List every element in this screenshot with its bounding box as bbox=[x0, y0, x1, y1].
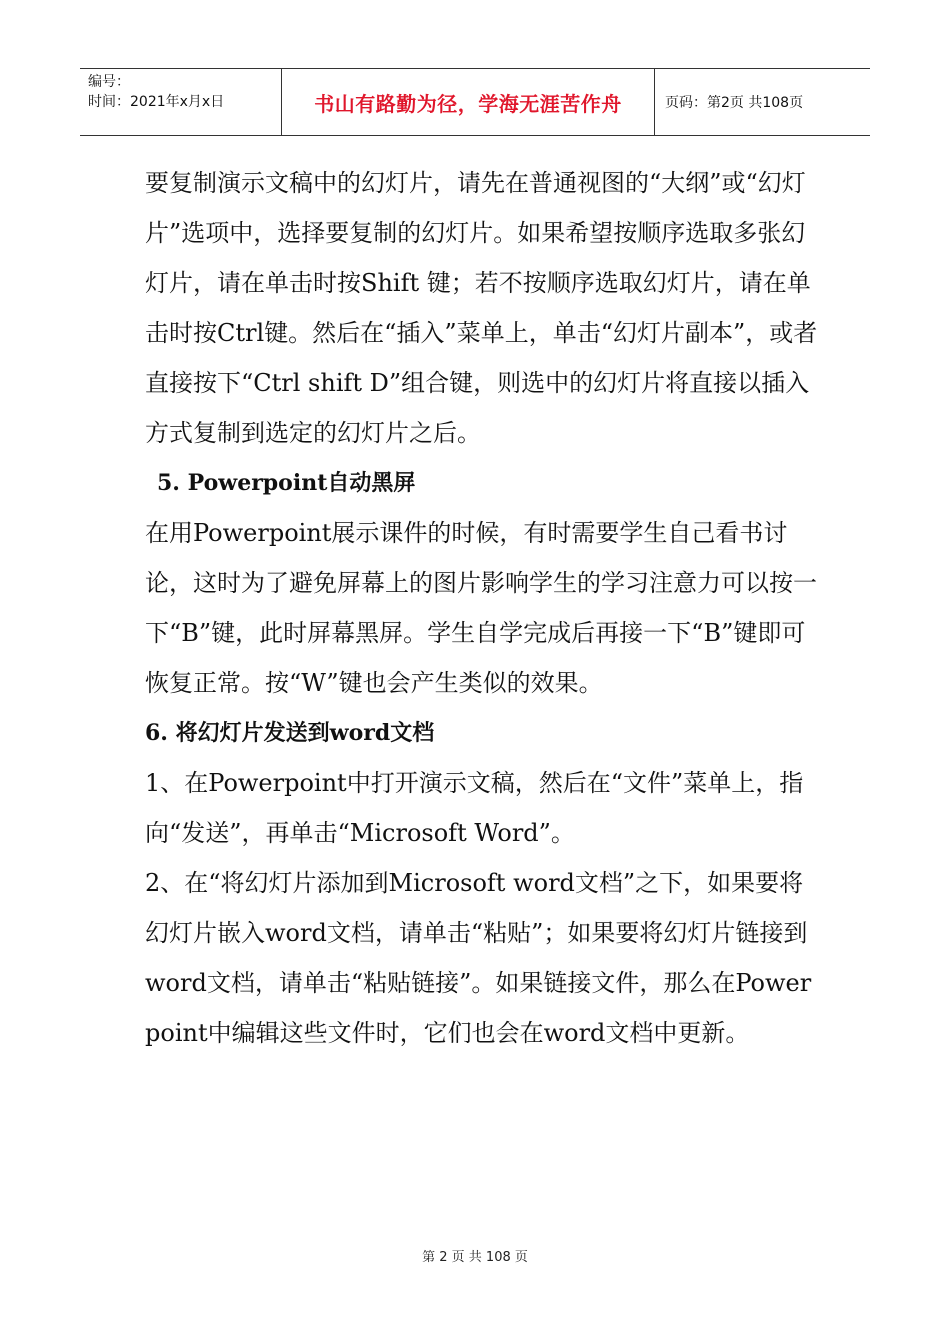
serial-label: 编号： bbox=[88, 74, 130, 90]
section-6-step-1: 1、在Powerpoint中打开演示文稿，然后在“文件”菜单上，指向“发送”，再单击“Microsoft Word”。 bbox=[145, 769, 804, 847]
header-meta bbox=[80, 69, 282, 135]
date-label: 时间：2021年x月x日 bbox=[88, 94, 225, 110]
section-6-heading: 6. 将幻灯片发送到word文档 bbox=[145, 720, 435, 746]
header-motto: 书山有路勤为径，学海无涯苦作舟 bbox=[282, 69, 655, 135]
document-body bbox=[145, 158, 825, 1058]
section-5-body: 在用Powerpoint展示课件的时候，有时需要学生自己看书讨论，这时为了避免屏幕上的图片影响学生的学习注意力可以按一下“B”键，此时屏幕黑屏。学生自学完成后再接一下“B”键即可恢复正常。按“W”键也会产生类似的效果。 bbox=[145, 519, 817, 697]
section-5-heading: 5. Powerpoint自动黑屏 bbox=[157, 470, 416, 496]
section-6-step-2: 2、在“将幻灯片添加到Microsoft word文档”之下，如果要将幻灯片嵌入word文档，请单击“粘贴”；如果要将幻灯片链接到word文档，请单击“粘贴链接”。如果链接文件，那么在Powerpoint中编辑这些文件时，它们也会在word文档中更新。 bbox=[145, 869, 812, 1047]
paragraph-copy-slides: 要复制演示文稿中的幻灯片，请先在普通视图的“大纲”或“幻灯片”选项中，选择要复制的幻灯片。如果希望按顺序选取多张幻灯片，请在单击时按Shift 键；若不按顺序选取幻灯片，请在单击时按Ctrl键。然后在“插入”菜单上，单击“幻灯片副本”，或者直接按下“Ctrl shift D”组合键，则选中的幻灯片将直接以插入方式复制到选定的幻灯片之后。 bbox=[145, 169, 818, 447]
page-footer: 第 2 页 共 108 页 bbox=[422, 1250, 528, 1265]
header-page-number: 页码：第2页 共108页 bbox=[665, 95, 804, 111]
page-header bbox=[80, 68, 870, 136]
